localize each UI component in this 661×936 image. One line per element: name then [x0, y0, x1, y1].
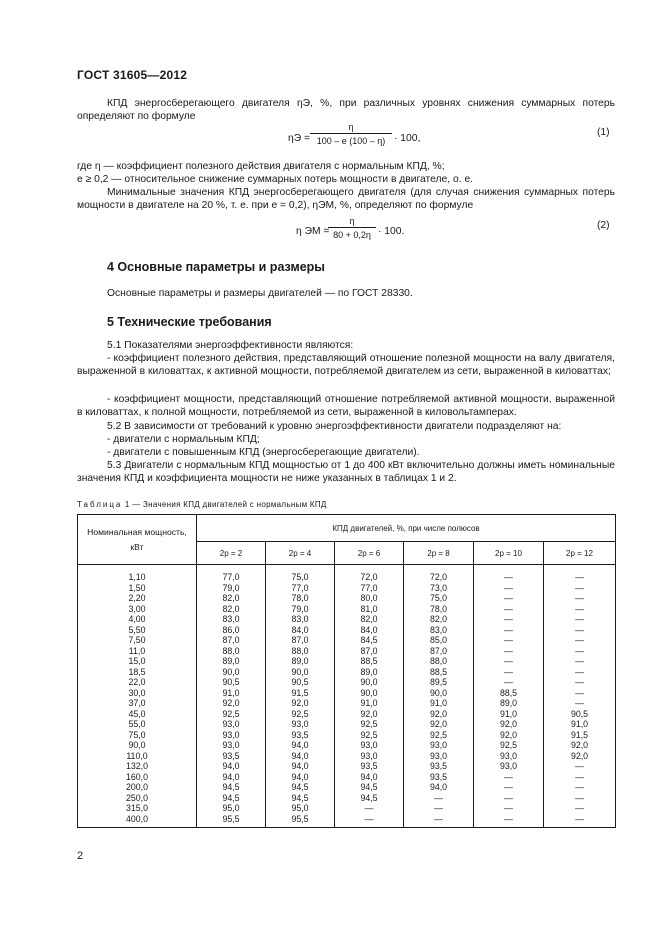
table-cell-efficiency: 93,5 — [266, 730, 335, 741]
table-cell-efficiency: 79,0 — [197, 583, 266, 594]
table-cell-efficiency: — — [404, 814, 474, 828]
table-cell-efficiency: 86,0 — [197, 625, 266, 636]
table-cell-efficiency: 94,5 — [197, 782, 266, 793]
table-cell-power: 18,5 — [78, 667, 197, 678]
table-row — [78, 688, 616, 699]
table-cell-efficiency: 91,0 — [544, 719, 616, 730]
table-cell-efficiency: 91,0 — [197, 688, 266, 699]
table-cell-efficiency: — — [404, 793, 474, 804]
table-cell-power: 37,0 — [78, 698, 197, 709]
section-5-p4: 5.2 В зависимости от требований к уровню энергоэффективности двигатели подразделяют на: — [107, 421, 562, 432]
table-row — [78, 709, 616, 720]
table-cell-efficiency: 77,0 — [197, 565, 266, 583]
table-cell-efficiency: — — [544, 761, 616, 772]
efficiency-table — [77, 514, 616, 828]
table-cell-efficiency: 94,0 — [266, 761, 335, 772]
table-cell-efficiency: 93,0 — [474, 761, 544, 772]
table-cell-efficiency: 75,0 — [404, 593, 474, 604]
formula-2-fraction — [328, 216, 376, 240]
table-cell-efficiency: 95,5 — [266, 814, 335, 828]
table-cell-efficiency: 92,5 — [335, 730, 404, 741]
table-cell-power: 45,0 — [78, 709, 197, 720]
table-cell-power: 3,00 — [78, 604, 197, 615]
table-cell-efficiency: — — [544, 583, 616, 594]
table-cell-power: 1,50 — [78, 583, 197, 594]
table-row — [78, 656, 616, 667]
table-cell-power: 11,0 — [78, 646, 197, 657]
table-cell-efficiency: — — [474, 793, 544, 804]
table-cell-power: 200,0 — [78, 782, 197, 793]
table-row — [78, 751, 616, 762]
table-row — [78, 583, 616, 594]
table-cell-efficiency: 87,0 — [335, 646, 404, 657]
table-row — [78, 803, 616, 814]
table-row — [78, 565, 616, 583]
paragraph-efficiency-intro: КПД энергосберегающего двигателя ηЭ, %, при различных уровнях снижения суммарных потерь определяют по формуле — [77, 98, 615, 123]
table-cell-efficiency: — — [474, 782, 544, 793]
table-cell-efficiency: 78,0 — [404, 604, 474, 615]
formula-1-lhs: ηЭ = — [288, 133, 311, 144]
table-cell-efficiency: 91,5 — [544, 730, 616, 741]
table-cell-efficiency: — — [544, 614, 616, 625]
table-cell-efficiency: 90,5 — [266, 677, 335, 688]
table-cell-efficiency: 93,0 — [335, 751, 404, 762]
table-cell-efficiency: 89,0 — [335, 667, 404, 678]
table-row — [78, 677, 616, 688]
table-cell-efficiency: 93,0 — [335, 740, 404, 751]
table-cell-efficiency: 93,0 — [197, 719, 266, 730]
table-cell-efficiency: 78,0 — [266, 593, 335, 604]
table-header-efficiency-group: КПД двигателей, %, при числе полюсов — [197, 515, 616, 542]
table-cell-efficiency: — — [544, 698, 616, 709]
formula-1-denominator: 100 – e (100 – η) — [310, 133, 392, 146]
table-cell-efficiency: — — [474, 565, 544, 583]
table-cell-efficiency: 82,0 — [197, 604, 266, 615]
table-row — [78, 604, 616, 615]
table-cell-efficiency: 94,5 — [266, 793, 335, 804]
table-cell-efficiency: — — [474, 772, 544, 783]
table-cell-efficiency: 91,5 — [266, 688, 335, 699]
table-row — [78, 646, 616, 657]
table-cell-efficiency: 75,0 — [266, 565, 335, 583]
table-header-poles-4: 2p = 10 — [474, 542, 544, 565]
table-row — [78, 625, 616, 636]
table-cell-efficiency: 89,0 — [197, 656, 266, 667]
formula-1-tail: · 100, — [394, 133, 421, 144]
table-cell-efficiency: — — [474, 614, 544, 625]
table-cell-efficiency: — — [544, 604, 616, 615]
table-cell-efficiency: — — [544, 646, 616, 657]
table-cell-efficiency: — — [335, 814, 404, 828]
table-cell-efficiency: — — [544, 625, 616, 636]
table-cell-efficiency: 87,0 — [404, 646, 474, 657]
formula-1-fraction — [310, 122, 392, 146]
table-cell-efficiency: 92,0 — [266, 698, 335, 709]
table-cell-efficiency: 92,0 — [474, 730, 544, 741]
table-cell-efficiency: 84,5 — [335, 635, 404, 646]
table-cell-efficiency: 94,5 — [266, 782, 335, 793]
table-cell-efficiency: — — [544, 677, 616, 688]
table-cell-efficiency: 94,0 — [266, 740, 335, 751]
table-cell-efficiency: — — [544, 656, 616, 667]
table-cell-efficiency: 94,0 — [197, 761, 266, 772]
table-cell-efficiency: — — [474, 625, 544, 636]
table-cell-power: 4,00 — [78, 614, 197, 625]
table-cell-power: 400,0 — [78, 814, 197, 828]
table-cell-efficiency: — — [544, 803, 616, 814]
table-cell-efficiency: 87,0 — [197, 635, 266, 646]
section-5-p1: 5.1 Показателями энергоэффективности являются: — [107, 340, 354, 351]
table-cell-efficiency: — — [474, 593, 544, 604]
table-row — [78, 667, 616, 678]
table-cell-power: 5,50 — [78, 625, 197, 636]
table-row — [78, 593, 616, 604]
table-cell-efficiency: 82,0 — [335, 614, 404, 625]
table-row — [78, 698, 616, 709]
table-cell-efficiency: — — [544, 793, 616, 804]
table-cell-efficiency: 89,0 — [266, 656, 335, 667]
table-cell-efficiency: — — [474, 803, 544, 814]
table-cell-efficiency: — — [474, 814, 544, 828]
table-cell-efficiency: — — [544, 772, 616, 783]
table-cell-efficiency: 90,0 — [197, 667, 266, 678]
table-header-poles-0: 2p = 2 — [197, 542, 266, 565]
table-cell-efficiency: 87,0 — [266, 635, 335, 646]
table-cell-efficiency: 92,0 — [404, 709, 474, 720]
table-cell-efficiency: 83,0 — [266, 614, 335, 625]
table-row — [78, 730, 616, 741]
table-cell-efficiency: 72,0 — [335, 565, 404, 583]
table-cell-power: 55,0 — [78, 719, 197, 730]
table-cell-efficiency: 95,0 — [266, 803, 335, 814]
table-cell-power: 160,0 — [78, 772, 197, 783]
table-cell-efficiency: 83,0 — [404, 625, 474, 636]
table-cell-efficiency: 92,5 — [404, 730, 474, 741]
table-cell-power: 15,0 — [78, 656, 197, 667]
table-header-power — [78, 515, 197, 565]
table-cell-efficiency: — — [335, 803, 404, 814]
formula-2-denominator: 80 + 0,2η — [328, 227, 376, 240]
table-cell-power: 132,0 — [78, 761, 197, 772]
table-cell-efficiency: — — [474, 635, 544, 646]
table-cell-efficiency: 82,0 — [197, 593, 266, 604]
table-row — [78, 761, 616, 772]
table-cell-efficiency: 81,0 — [335, 604, 404, 615]
table-caption — [77, 500, 327, 509]
table-cell-power: 250,0 — [78, 793, 197, 804]
table-cell-efficiency: 92,5 — [474, 740, 544, 751]
table-row — [78, 740, 616, 751]
document-header: ГОСТ 31605—2012 — [77, 68, 188, 82]
table-header-power-line2: кВт — [130, 542, 144, 552]
table-cell-efficiency: 93,5 — [404, 761, 474, 772]
table-cell-efficiency: — — [474, 646, 544, 657]
page-number: 2 — [77, 850, 84, 862]
formula-2-tail: · 100. — [378, 226, 405, 237]
table-cell-efficiency: — — [474, 667, 544, 678]
table-cell-efficiency: 89,0 — [474, 698, 544, 709]
table-cell-efficiency: 77,0 — [335, 583, 404, 594]
table-cell-efficiency: 88,0 — [197, 646, 266, 657]
table-cell-efficiency: 72,0 — [404, 565, 474, 583]
table-cell-efficiency: 94,5 — [197, 793, 266, 804]
table-cell-efficiency: 93,0 — [404, 751, 474, 762]
table-caption-word: Таблица — [77, 500, 123, 509]
section-5-p7: 5.3 Двигатели с нормальным КПД мощностью от 1 до 400 кВт включительно должны иметь номинальные значения КПД и коэффициента мощности не ниже указанных в таблицах 1 и 2. — [77, 460, 615, 485]
table-cell-efficiency: 94,5 — [335, 793, 404, 804]
formula-1-numerator: η — [348, 122, 354, 132]
paragraph-minimum-values: Минимальные значения КПД энергосберегающего двигателя (для случая снижения суммарных потерь мощности в двигателе на 20 %, т. е. при e = 0,2), ηЭМ, %, определяют по формуле — [77, 187, 615, 212]
table-cell-efficiency: 90,0 — [266, 667, 335, 678]
table-cell-efficiency: 92,0 — [474, 719, 544, 730]
table-cell-efficiency: 88,0 — [266, 646, 335, 657]
table-cell-efficiency: — — [544, 635, 616, 646]
table-cell-power: 110,0 — [78, 751, 197, 762]
table-cell-efficiency: — — [544, 782, 616, 793]
section-5-p6: - двигатели с повышенным КПД (энергосберегающие двигатели). — [107, 447, 420, 458]
table-cell-power: 90,0 — [78, 740, 197, 751]
table-cell-efficiency: 83,0 — [197, 614, 266, 625]
table-row — [78, 782, 616, 793]
table-cell-efficiency: 94,0 — [197, 772, 266, 783]
table-row — [78, 814, 616, 828]
table-cell-power: 2,20 — [78, 593, 197, 604]
table-cell-efficiency: — — [474, 656, 544, 667]
table-row — [78, 614, 616, 625]
table-cell-efficiency: 90,0 — [335, 688, 404, 699]
table-cell-efficiency: 92,0 — [544, 751, 616, 762]
table-cell-efficiency: 93,0 — [266, 719, 335, 730]
table-cell-efficiency: 92,0 — [544, 740, 616, 751]
table-cell-efficiency: 90,5 — [197, 677, 266, 688]
table-row — [78, 635, 616, 646]
table-cell-efficiency: 91,0 — [404, 698, 474, 709]
table-cell-efficiency: — — [544, 593, 616, 604]
section-5-p3: - коэффициент мощности, представляющий отношение потребляемой активной мощности, выраженной в киловаттах, к полной мощности, потребляемой из сети, выраженной в киловольтамперах. — [77, 394, 615, 419]
table-cell-efficiency: 92,5 — [335, 719, 404, 730]
table-header-poles-2: 2p = 6 — [335, 542, 404, 565]
table-cell-efficiency: 94,0 — [266, 751, 335, 762]
table-row — [78, 793, 616, 804]
table-header-poles-1: 2p = 4 — [266, 542, 335, 565]
table-cell-efficiency: 93,5 — [197, 751, 266, 762]
table-cell-efficiency: 92,5 — [197, 709, 266, 720]
section-5-title: 5 Технические требования — [107, 315, 272, 329]
table-cell-efficiency: 80,0 — [335, 593, 404, 604]
table-header-poles-5: 2p = 12 — [544, 542, 616, 565]
table-cell-efficiency: 92,0 — [197, 698, 266, 709]
table-cell-efficiency: — — [544, 688, 616, 699]
table-cell-efficiency: — — [404, 803, 474, 814]
table-cell-efficiency: 93,0 — [404, 740, 474, 751]
table-cell-efficiency: 93,0 — [197, 730, 266, 741]
table-cell-power: 22,0 — [78, 677, 197, 688]
section-5-p5: - двигатели с нормальным КПД; — [107, 434, 260, 445]
table-cell-efficiency: 85,0 — [404, 635, 474, 646]
table-cell-power: 1,10 — [78, 565, 197, 583]
section-5-p2: - коэффициент полезного действия, представляющий отношение полезной мощности на валу двигателя, выраженной в киловаттах, к активной мощности, потребляемой двигателем из сети, выраженной в киловаттах; — [77, 353, 615, 378]
table-cell-efficiency: — — [474, 604, 544, 615]
table-cell-efficiency: 89,5 — [404, 677, 474, 688]
section-4-title: 4 Основные параметры и размеры — [107, 260, 325, 274]
table-cell-efficiency: 77,0 — [266, 583, 335, 594]
table-cell-efficiency: 95,0 — [197, 803, 266, 814]
table-cell-power: 315,0 — [78, 803, 197, 814]
table-cell-efficiency: 92,0 — [335, 709, 404, 720]
table-row — [78, 719, 616, 730]
table-cell-efficiency: 90,0 — [335, 677, 404, 688]
table-cell-power: 7,50 — [78, 635, 197, 646]
table-cell-efficiency: — — [474, 677, 544, 688]
table-cell-efficiency: 93,0 — [474, 751, 544, 762]
table-cell-efficiency: 84,0 — [266, 625, 335, 636]
table-cell-efficiency: 94,5 — [335, 782, 404, 793]
table-cell-efficiency: 82,0 — [404, 614, 474, 625]
table-cell-efficiency: 92,5 — [266, 709, 335, 720]
table-cell-efficiency: 95,5 — [197, 814, 266, 828]
table-cell-efficiency: 94,0 — [404, 782, 474, 793]
table-cell-efficiency: 84,0 — [335, 625, 404, 636]
table-cell-power: 30,0 — [78, 688, 197, 699]
table-cell-efficiency: 88,5 — [474, 688, 544, 699]
table-cell-efficiency: 91,0 — [335, 698, 404, 709]
table-cell-efficiency: 92,0 — [404, 719, 474, 730]
table-cell-efficiency: 93,5 — [404, 772, 474, 783]
table-cell-efficiency: — — [544, 667, 616, 678]
table-cell-efficiency: 73,0 — [404, 583, 474, 594]
table-cell-power: 75,0 — [78, 730, 197, 741]
table-cell-efficiency: — — [544, 565, 616, 583]
table-cell-efficiency: 79,0 — [266, 604, 335, 615]
table-cell-efficiency: 90,0 — [404, 688, 474, 699]
table-cell-efficiency: 94,0 — [266, 772, 335, 783]
section-4-text: Основные параметры и размеры двигателей — по ГОСТ 28330. — [107, 288, 413, 299]
table-cell-efficiency: 88,0 — [404, 656, 474, 667]
table-cell-efficiency: 93,0 — [197, 740, 266, 751]
table-cell-efficiency: 88,5 — [335, 656, 404, 667]
table-header-poles-3: 2p = 8 — [404, 542, 474, 565]
table-cell-efficiency: 88,5 — [404, 667, 474, 678]
table-header-power-line1: Номинальная мощность, — [87, 527, 187, 537]
table-cell-efficiency: — — [544, 814, 616, 828]
table-cell-efficiency: 90,5 — [544, 709, 616, 720]
where-line-2: e ≥ 0,2 — относительное снижение суммарных потерь мощности в двигателе, о. е. — [77, 174, 474, 185]
table-cell-efficiency: — — [474, 583, 544, 594]
where-line-1: где η — коэффициент полезного действия двигателя с нормальным КПД, %; — [77, 161, 445, 172]
table-cell-efficiency: 94,0 — [335, 772, 404, 783]
formula-2-number: (2) — [597, 220, 610, 231]
table-row — [78, 772, 616, 783]
formula-1-number: (1) — [597, 127, 610, 138]
formula-2-numerator: η — [349, 216, 355, 226]
table-cell-efficiency: 91,0 — [474, 709, 544, 720]
table-caption-text: 1 — Значения КПД двигателей с нормальным КПД — [122, 500, 327, 509]
formula-2-lhs: η ЭМ = — [296, 226, 330, 237]
table-cell-efficiency: 93,5 — [335, 761, 404, 772]
